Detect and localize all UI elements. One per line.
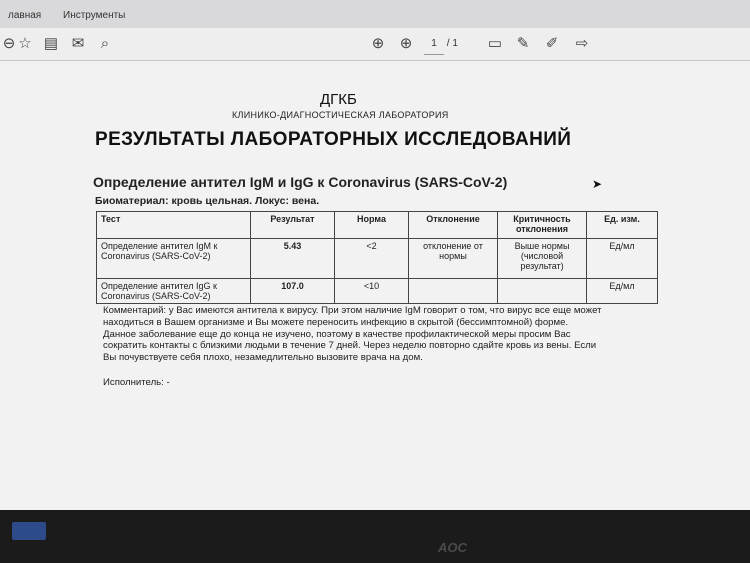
executor-line: Исполнитель: - bbox=[103, 377, 170, 388]
cell-criticality bbox=[498, 279, 587, 304]
page-navigator bbox=[424, 34, 474, 54]
tab-home[interactable]: лавная bbox=[8, 10, 42, 21]
test-title: Определение антител IgM и IgG к Coronavirus (SARS-CoV-2) bbox=[93, 174, 508, 190]
header-result: Результат bbox=[251, 212, 335, 239]
cell-test: Определение антител IgG к Coronavirus (SARS-CoV-2) bbox=[97, 279, 251, 304]
page-up-icon[interactable]: ⊕ bbox=[371, 35, 385, 52]
cell-norm: <10 bbox=[335, 279, 409, 304]
cell-criticality: Выше нормы (числовой результат) bbox=[498, 239, 587, 279]
department-name: КЛИНИКО-ДИАГНОСТИЧЕСКАЯ ЛАБОРАТОРИЯ bbox=[232, 110, 449, 120]
page-down-icon[interactable]: ⊕ bbox=[399, 35, 413, 52]
share-icon[interactable]: ⇨ bbox=[575, 35, 589, 52]
sign-icon[interactable]: ✐ bbox=[545, 35, 559, 52]
print-icon[interactable]: ▤ bbox=[43, 35, 59, 52]
header-deviation: Отклонение bbox=[409, 212, 498, 239]
comment-text: Комментарий: у Вас имеются антитела к вирусу. При этом наличие IgM говорит о том, что вирус все еще может находиться в Вашем организме и Вы можете переносить инфекцию в скрытой (бессимптомной) форме. Данное заболевание еще до конца не изучено, поэтому в качестве профилактической меры просим Вас сократить контакты с близкими людьми в течение 7 дней. Через неделю повторно сдайте кровь из вены. Если Вы почувствуете себя плохо, незамедлительно вызовите врача на дом. bbox=[103, 305, 602, 364]
search-icon[interactable]: ⌕ bbox=[100, 35, 110, 52]
cell-deviation: отклонение от нормы bbox=[409, 239, 498, 279]
cell-result: 107.0 bbox=[251, 279, 335, 304]
header-test: Тест bbox=[97, 212, 251, 239]
biomaterial-line: Биоматериал: кровь цельная. Локус: вена. bbox=[95, 195, 320, 207]
cell-norm: <2 bbox=[335, 239, 409, 279]
document-page bbox=[0, 61, 750, 510]
page-total: / 1 bbox=[446, 38, 458, 49]
header-criticality: Критичность отклонения bbox=[498, 212, 587, 239]
windows-logo-icon bbox=[12, 522, 46, 540]
header-norm: Норма bbox=[335, 212, 409, 239]
header-unit: Ед. изм. bbox=[587, 212, 658, 239]
table-header-row bbox=[97, 212, 658, 239]
tab-bar bbox=[0, 0, 750, 29]
monitor-brand-logo: AOC bbox=[438, 540, 467, 555]
email-icon[interactable]: ✉ bbox=[71, 35, 85, 52]
cell-unit: Ед/мл bbox=[587, 239, 658, 279]
cell-test: Определение антител IgM к Coronavirus (SARS-CoV-2) bbox=[97, 239, 251, 279]
mouse-cursor-icon: ➤ bbox=[592, 177, 603, 191]
table-row bbox=[97, 279, 658, 304]
results-table bbox=[96, 211, 658, 304]
cell-deviation bbox=[409, 279, 498, 304]
cell-unit: Ед/мл bbox=[587, 279, 658, 304]
table-row bbox=[97, 239, 658, 279]
cell-result: 5.43 bbox=[251, 239, 335, 279]
bookmark-star-icon[interactable]: ☆ bbox=[18, 35, 32, 52]
page-number-input[interactable]: 1 bbox=[424, 34, 444, 55]
monitor-bezel bbox=[0, 510, 750, 563]
toolbar bbox=[0, 28, 750, 61]
page-title: РЕЗУЛЬТАТЫ ЛАБОРАТОРНЫХ ИССЛЕДОВАНИЙ bbox=[95, 129, 572, 150]
save-icon[interactable]: ⊖ bbox=[2, 35, 16, 52]
comment-icon[interactable]: ▭ bbox=[487, 35, 503, 52]
tab-tools[interactable]: Инструменты bbox=[63, 10, 126, 21]
pen-icon[interactable]: ✎ bbox=[516, 35, 530, 52]
org-name: ДГКБ bbox=[320, 91, 357, 108]
